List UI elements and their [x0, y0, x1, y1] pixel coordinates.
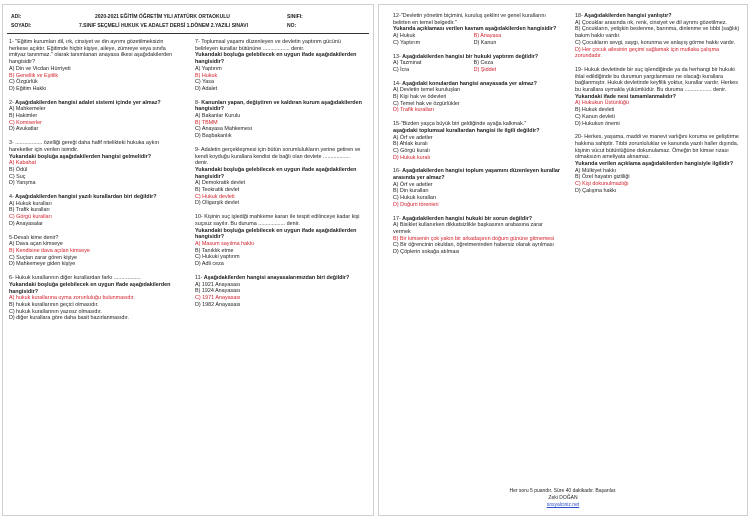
- question-block: [393, 54, 561, 74]
- answer-options: [195, 113, 363, 140]
- answer-options: [9, 201, 177, 228]
- question-block: [9, 140, 177, 187]
- answer-option[interactable]: C) Özgürlük: [9, 79, 38, 86]
- answer-option[interactable]: B) Trafik kuralları: [9, 207, 50, 214]
- question-block: [575, 67, 743, 127]
- answer-option[interactable]: C) Bir öğrencinin okuldan, öğretmeninden habersiz olarak ayrılması: [393, 242, 554, 249]
- question-text: 11-: [195, 274, 203, 281]
- answer-options: [393, 60, 561, 73]
- question-prompt: Aşağıdakilerden hangisi adalet sistemi içinde yer almaz?: [13, 99, 161, 106]
- question-text: 5-Devalı kime denir?: [9, 234, 59, 241]
- answer-option[interactable]: B) Teokratik devlet: [195, 187, 240, 194]
- answer-option[interactable]: B) Anayasa: [473, 33, 502, 40]
- answer-option[interactable]: C) Görgü kuralları: [9, 214, 52, 221]
- answer-option[interactable]: D) Hukuk kuralı: [393, 154, 431, 161]
- answer-option[interactable]: C) Yaptırım: [393, 39, 421, 46]
- exam-subtitle: 7.SINIF SEÇMELİ HUKUK VE ADALET DERSİ 1.DÖNEM 2.YAZILI SINAVI: [79, 23, 249, 29]
- question-block: [195, 275, 363, 309]
- answer-option[interactable]: D) Mahkemeye giden kişiye: [9, 261, 76, 268]
- answer-option[interactable]: A) Tazminat: [393, 60, 422, 67]
- answer-option[interactable]: D) Trafik kuralları: [393, 107, 435, 114]
- exam-footer: [379, 488, 747, 509]
- question-prompt: Yukarıdaki boşluğa gelebilecek en uygun ifade aşağıdakilerden hangisidir?: [195, 227, 357, 241]
- answer-option[interactable]: B) Din kuralları: [393, 188, 429, 195]
- question-column-1: [9, 39, 177, 329]
- answer-option[interactable]: D) diğer kurallara göre daha basit hazırlanmasıdır.: [9, 315, 129, 322]
- answer-options: [393, 222, 561, 256]
- question-text: 7- Toplumsal yaşamı düzenleyen ve devletin yaptırım gücünü belirleyen kurallar bütününe .................. denir.: [195, 39, 341, 52]
- question-text: 13-: [393, 53, 401, 60]
- answer-option[interactable]: D) Şiddet: [473, 66, 497, 73]
- answer-option[interactable]: A) Hukuk kuralları: [9, 200, 52, 207]
- answer-option[interactable]: D) Başbakanlık: [195, 133, 232, 140]
- answer-option[interactable]: C) Kişi dokunulmazlığı: [575, 181, 629, 188]
- answer-option[interactable]: C) Kanun devleti: [575, 113, 615, 120]
- answer-option[interactable]: A) Mahkemeler: [9, 106, 46, 113]
- question-block: [393, 121, 561, 161]
- surname-label: SOYADI:: [11, 23, 32, 29]
- answer-option[interactable]: A) Hukukun Üstünlüğü: [575, 100, 629, 107]
- question-prompt: Yukarıdaki ifade nesi tamamlanmalıdır?: [575, 93, 676, 100]
- answer-option[interactable]: D) Yanşma: [9, 180, 36, 187]
- answer-option[interactable]: D) Her çocuk ailesinin geçimi sağlamak için mutlaka çalışma zorundadır.: [575, 46, 720, 60]
- answer-option[interactable]: D) Hukukun önemi: [575, 120, 620, 127]
- answer-option[interactable]: C) hukuk kurallarının yazısız olmasıdır.: [9, 308, 102, 315]
- question-block: [393, 13, 561, 47]
- question-prompt: Yukarıda açıklaması verilen kavram aşağıdakilerden hangisidir?: [393, 26, 557, 33]
- answer-option[interactable]: D) Adli ceza: [195, 261, 224, 268]
- question-prompt: aşağıdaki toplumsal kurallardan hangisi ile ilgili değildir?: [393, 127, 540, 134]
- answer-option[interactable]: C) Yasa: [195, 79, 214, 86]
- question-text: 8-: [195, 99, 200, 106]
- answer-option[interactable]: C) Hukuk devleti: [195, 193, 235, 200]
- answer-option[interactable]: C) 1971 Anayasası: [195, 294, 241, 301]
- question-block: [575, 13, 743, 60]
- answer-option[interactable]: D) Oligarşik devlet: [195, 200, 240, 207]
- question-column-3: [393, 13, 561, 263]
- answer-options: [575, 168, 743, 195]
- answer-option[interactable]: B) Genellik ve Eşitlik: [9, 72, 59, 79]
- question-block: [9, 235, 177, 269]
- answer-option[interactable]: B) Hukuk devleti: [575, 107, 615, 114]
- question-block: [575, 134, 743, 194]
- answer-option[interactable]: B) Ahlak kuralı: [393, 141, 428, 148]
- question-text: 19- Hukuk devletinde bir suç işlendiğinde ya da herhangi bir hukuki ihlal edildiğinde bu durumun yargılanması ne olacağı kurallara bağlanmıştır. Hukuk devletinde keyfilik yoktur, kurallar vardır. Herkes bu kurallara uymakla yükümlüdür. Bu duruma .................. denir.: [575, 66, 738, 94]
- question-text: 4-: [9, 194, 14, 201]
- footer-site-link[interactable]: sosyalciniz.net: [546, 502, 580, 508]
- answer-option[interactable]: B) Çocukların, yetişkin beslenme, barınma, dinlenme ve tıbbi (sağlık) bakım hakkı vardır.: [575, 26, 740, 40]
- answer-options: [393, 182, 561, 209]
- footer-note: Her soru 5 puandır. Süre 40 dakikadır. Başarılar.: [509, 488, 617, 494]
- answer-option[interactable]: A) Demokratik devlet: [195, 180, 246, 187]
- answer-option[interactable]: D) Adalet: [195, 85, 218, 92]
- answer-option[interactable]: A) hukuk kurallarına uyma zorunluluğu bulunmasıdır.: [9, 295, 135, 302]
- answer-options: [195, 180, 363, 207]
- answer-options: [393, 33, 561, 46]
- answer-option[interactable]: A) Bakanlar Kurulu: [195, 113, 241, 120]
- answer-option[interactable]: D) Doğum törenleri: [393, 201, 439, 208]
- question-text: 3- .................. özelliği gereği daha hafif nitelikteki hukuka aykırı hareketler için verilen isimdir.: [9, 140, 160, 153]
- answer-option[interactable]: C) Çocukların sevgi, saygı, korunma ve anlayış görme hakkı vardır.: [575, 39, 736, 46]
- answer-option[interactable]: C) Temel hak ve özgürlükler: [393, 100, 460, 107]
- question-block: [393, 168, 561, 208]
- question-text: 16-: [393, 168, 401, 175]
- question-text: 6- Hukuk kurallarının diğer kurallardan farkı ..................: [9, 275, 141, 282]
- answer-option[interactable]: D) 1982 Anayasası: [195, 301, 241, 308]
- question-prompt: Aşağıdakilerden hangisi toplum yaşamını düzenleyen kurallar arasında yer almaz?: [393, 168, 560, 182]
- question-text: 1- "Eğitim kurumları dil, ırk, cinsiyet ve din ayrımı gözetilmeksizin herkese açıktır. Eğitimde hiçbir kişiye, aileye, zümreye veya sınıfa imtiyaz tanınmaz." olarak tanımlanan anayasa ilkesi aşağıdakilerden hangisidir?: [9, 39, 173, 66]
- question-block: [9, 194, 177, 228]
- question-block: [9, 275, 177, 322]
- answer-option[interactable]: A) Kabahat: [9, 160, 36, 167]
- answer-options: [9, 160, 177, 187]
- answer-option[interactable]: B) Ödül: [9, 166, 28, 173]
- answer-options: [9, 241, 177, 268]
- answer-option[interactable]: B) TBMM: [195, 119, 218, 126]
- question-text: 14-: [393, 80, 401, 87]
- question-column-2: [195, 39, 363, 315]
- question-prompt: Yukarıdaki boşluğa gelebilecek en uygun ifade aşağıdakilerden hangisidir?: [195, 52, 357, 66]
- answer-option[interactable]: B) Özel hayatın gizliliği: [575, 174, 630, 181]
- answer-options: [393, 135, 561, 162]
- answer-option[interactable]: A) Hukuk: [393, 33, 416, 40]
- question-text: 15-"Bizden yaşça büyük biri geldiğinde ayağa kalkmak.": [393, 121, 527, 128]
- answer-option[interactable]: A) Çocuklar arasında ırk, renk, cinsiyet ve dil ayrımı gözetilmez.: [575, 19, 727, 26]
- answer-options: [9, 66, 177, 93]
- answer-option[interactable]: C) Anayasa Mahkemesi: [195, 126, 252, 133]
- answer-option[interactable]: C) Suç: [9, 173, 26, 180]
- exam-header: [3, 5, 373, 35]
- question-prompt: Aşağıdakilerden hangisi hukuki bir sorun değildir?: [400, 215, 533, 222]
- answer-option[interactable]: A) Devletin temel kuruluşları: [393, 87, 461, 94]
- answer-option[interactable]: A) Mülkiyet hakkı: [575, 167, 617, 174]
- answer-option[interactable]: D) Eğitim Hakkı: [9, 85, 47, 92]
- question-prompt: Aşağıdakilerden hangisi yanlıştır?: [582, 13, 672, 19]
- question-prompt: Yukarıdaki boşluğa aşağıdakilerden hangisi gelmelidir?: [9, 153, 151, 160]
- question-text: 20- Herkes, yaşama, maddi ve manevi varlığını koruma ve geliştirme hakkına sahiptir. Tıbbi zorunluluklar ve kanunda yazılı haller dışında, kişinin vücut bütünlüğüne dokunulamaz. Ömeğin bir kimse rızası olmaksızın ameliyata alınamaz.: [575, 134, 739, 161]
- answer-options: [195, 282, 363, 309]
- answer-option[interactable]: B) Tanıklık etme: [195, 247, 234, 254]
- question-block: [195, 100, 363, 140]
- footer-teacher: Zeki DOĞAN: [548, 495, 578, 501]
- answer-option[interactable]: A) Bisiklet kullanırken dikkatsizlikle başkasının arabasına zarar vermek: [393, 222, 543, 235]
- answer-option[interactable]: D) Avukatlar: [9, 126, 39, 133]
- question-prompt: Yukarıda verilen açıklama aşağıdakilerden hangisiyle ilgilidir?: [575, 161, 734, 168]
- question-column-4: [575, 13, 743, 202]
- question-text: 10- Kişinin suç işlediği mahkeme kararı ile tespit edilinceye kadar kişi suçsuz sayılır. Bu duruma .................. denir.: [195, 214, 360, 227]
- answer-option[interactable]: A) Örf ve adetler: [393, 181, 433, 188]
- answer-option[interactable]: B) Bir kimsenin çok yakın bir arkadaşının doğum gününe gitmemesi: [393, 235, 555, 242]
- question-prompt: Yukarıdaki boşluğa gelebilecek en uygun ifade aşağıdakilerden hangisidir?: [9, 281, 171, 295]
- header-divider: [7, 33, 369, 34]
- answer-option[interactable]: D) Kanun: [473, 39, 497, 46]
- class-label: SINIFI:: [287, 14, 303, 20]
- answer-option[interactable]: D) Anayasalar: [9, 220, 43, 227]
- answer-options: [9, 295, 177, 322]
- answer-option[interactable]: A) Din ve Vicdan Hürriyeti: [9, 65, 71, 72]
- answer-option[interactable]: B) 1924 Anayasası: [195, 288, 241, 295]
- question-text: 2-: [9, 99, 14, 106]
- question-prompt: Aşağıdakilerden hangisi yazılı kurallardan biri değildir?: [13, 194, 157, 201]
- answer-option[interactable]: B) hukuk kurallarının geçici olmasıdır.: [9, 301, 99, 308]
- question-prompt: Aşağıdaki konulardan hangisi anayasada yer almaz?: [400, 80, 537, 87]
- question-text: 12-"Devletin yönetim biçimini, kuruluş şeklini ve genel kurallarını belirten en temel belgedir.": [393, 13, 546, 26]
- answer-option[interactable]: A) Yaptırım: [195, 65, 222, 72]
- question-block: [195, 214, 363, 268]
- number-label: NO:: [287, 23, 297, 29]
- answer-option[interactable]: B) Kendisine dava açılan kimseye: [9, 247, 90, 254]
- question-block: [9, 39, 177, 93]
- answer-option[interactable]: D) Çalışma hakkı: [575, 187, 617, 194]
- answer-options: [9, 106, 177, 133]
- question-block: [9, 100, 177, 134]
- answer-option[interactable]: C) Görgü kuralı: [393, 147, 430, 154]
- answer-option[interactable]: C) Komiserler: [9, 119, 42, 126]
- answer-option[interactable]: C) İcra: [393, 66, 410, 73]
- answer-option[interactable]: B) Kişi hak ve ödevleri: [393, 94, 447, 101]
- answer-option[interactable]: B) Ceza: [473, 60, 494, 67]
- question-prompt: Aşağıdakilerden hangisi bir hukuki yaptırım değildir?: [400, 53, 539, 60]
- question-prompt: Aşağıdakilerden hangisi anayasalarımızdan biri değildir?: [202, 274, 350, 281]
- answer-option[interactable]: D) Çöplerin sokağa atılması: [393, 249, 460, 256]
- question-block: [195, 147, 363, 207]
- answer-option[interactable]: C) Hukuk kuralları: [393, 195, 437, 202]
- answer-options: [195, 66, 363, 93]
- answer-option[interactable]: A) Masum sayılma hakkı: [195, 240, 255, 247]
- question-block: [195, 39, 363, 93]
- answer-options: [575, 20, 743, 60]
- question-text: 17-: [393, 215, 401, 222]
- answer-option[interactable]: A) Dava açan kimseye: [9, 241, 63, 248]
- answer-options: [575, 100, 743, 127]
- exam-page-left: [2, 4, 374, 516]
- answer-option[interactable]: A) Örf ve adetler: [393, 134, 433, 141]
- answer-options: [393, 87, 561, 114]
- question-block: [393, 81, 561, 115]
- question-text: 9- Adaletin gerçekleşmesi için bütün sorumlulukların yerine getiren ve kendi koyduğu kurallara kendisi de bağlı olan devlete .................. denir.: [195, 146, 361, 167]
- answer-options: [195, 241, 363, 268]
- name-label: ADI:: [11, 14, 22, 20]
- question-block: [393, 216, 561, 256]
- exam-page-right: [378, 4, 748, 516]
- answer-option[interactable]: C) Suçtan zarar gören kişiye: [9, 254, 78, 261]
- answer-option[interactable]: B) Hukuk: [195, 72, 218, 79]
- answer-option[interactable]: C) Hukuki yaptırım: [195, 254, 240, 261]
- question-prompt: Yukarıdaki boşluğa gelebilecek en uygun ifade aşağıdakilerden hangisidir?: [195, 166, 357, 180]
- answer-option[interactable]: B) Hakimler: [9, 113, 38, 120]
- question-prompt: Kanunları yapan, değiştiren ve kaldıran kurum aşağıdakilerden hangisidir?: [195, 99, 362, 113]
- answer-option[interactable]: A) 1921 Anayasası: [195, 281, 241, 288]
- exam-title: 2020-2021 EĞİTİM ÖĞRETİM YILI ATATÜRK ORTAOKULU: [95, 14, 230, 20]
- question-text: 18-: [575, 13, 583, 19]
